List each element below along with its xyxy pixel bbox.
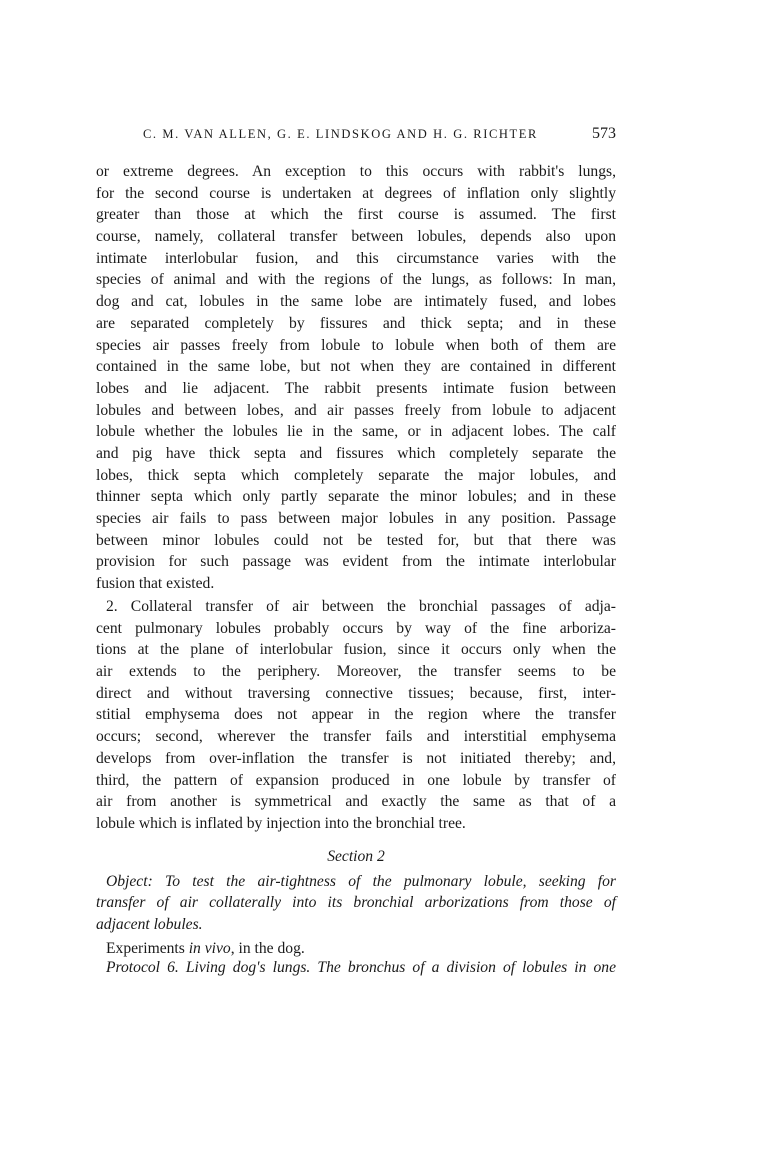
object-line: adjacent lobules. [96,916,203,934]
text-line: lobes and lie adjacent. The rabbit presents intimate fusion between [96,379,616,397]
text-line: species air fails to pass between major lobules in any position. Passage [96,510,616,527]
object-line: Object: To test the air-tightness of the pulmonary lobule, seeking for [106,872,616,890]
text-line: contained in the same lobe, but not when they are contained in different [96,358,616,376]
text-line: provision for such passage was evident from the intimate interlobular [96,553,616,571]
protocol-line: Protocol 6. Living dog's lungs. The bronchus of a division of lobules in one [106,959,616,977]
text-line: dog and cat, lobules in the same lobe are intimately fused, and lobes [96,293,616,311]
text-line: course, namely, collateral transfer between lobules, depends also upon [96,228,616,246]
text-line: lobules and between lobes, and air passes freely from lobule to adjacent [96,401,616,419]
text-line: third, the pattern of expansion produced in one lobule by transfer of [96,771,616,789]
text-line: develops from over-inflation the transfer is not initiated thereby; and, [96,749,616,767]
text-line: lobule which is inflated by injection into the bronchial tree. [96,814,466,832]
experiments-in-vivo: in vivo [188,939,231,957]
text-line: tions at the plane of interlobular fusion, since it occurs only when the [96,641,616,659]
section-2 [96,846,616,979]
page-number: 573 [592,125,616,142]
text-line: between minor lobules could not be tested for, but that there was [96,531,616,549]
experiments-prefix: Experiments [106,939,189,957]
paragraph-1 [96,161,616,595]
text-line: lobes, thick septa which completely separate the major lobules, and [96,466,616,484]
experiments-line [96,938,616,960]
text-line: cent pulmonary lobules probably occurs by way of the fine arboriza- [96,619,616,637]
paragraph-2 [96,596,616,835]
page-header [96,125,616,145]
section-heading: Section 2 [327,848,385,865]
experiments-suffix: , in the dog. [230,939,305,957]
text-line: 2. Collateral transfer of air between the bronchial passages of adja- [106,598,616,615]
running-head: C. M. VAN ALLEN, G. E. LINDSKOG AND H. G. RICHTER [143,127,538,141]
text-line: species air passes freely from lobule to lobule when both of them are [96,336,616,354]
text-line: species of animal and with the regions of the lungs, as follows: In man, [96,271,616,289]
text-line: fusion that existed. [96,575,215,593]
text-line: for the second course is undertaken at degrees of inflation only slightly [96,184,616,202]
text-line: and pig have thick septa and fissures which completely separate the [96,444,616,462]
text-line: stitial emphysema does not appear in the region where the transfer [96,706,616,724]
object-line: transfer of air collaterally into its bronchial arborizations from those of [96,894,616,912]
text-line: greater than those at which the first course is assumed. The first [96,206,616,224]
text-line: occurs; second, wherever the transfer fails and interstitial emphysema [96,728,616,746]
text-line: thinner septa which only partly separate the minor lobules; and in these [96,488,616,506]
text-line: air extends to the periphery. Moreover, the transfer seems to be [96,663,616,681]
text-line: or extreme degrees. An exception to this occurs with rabbit's lungs, [96,163,616,180]
text-line: intimate interlobular fusion, and this circumstance varies with the [96,249,616,267]
text-line: are separated completely by fissures and thick septa; and in these [96,314,616,332]
text-line: air from another is symmetrical and exactly the same as that of a [96,793,616,811]
text-line: lobule whether the lobules lie in the same, or in adjacent lobes. The calf [96,423,616,441]
text-line: direct and without traversing connective tissues; because, first, inter- [96,684,616,702]
